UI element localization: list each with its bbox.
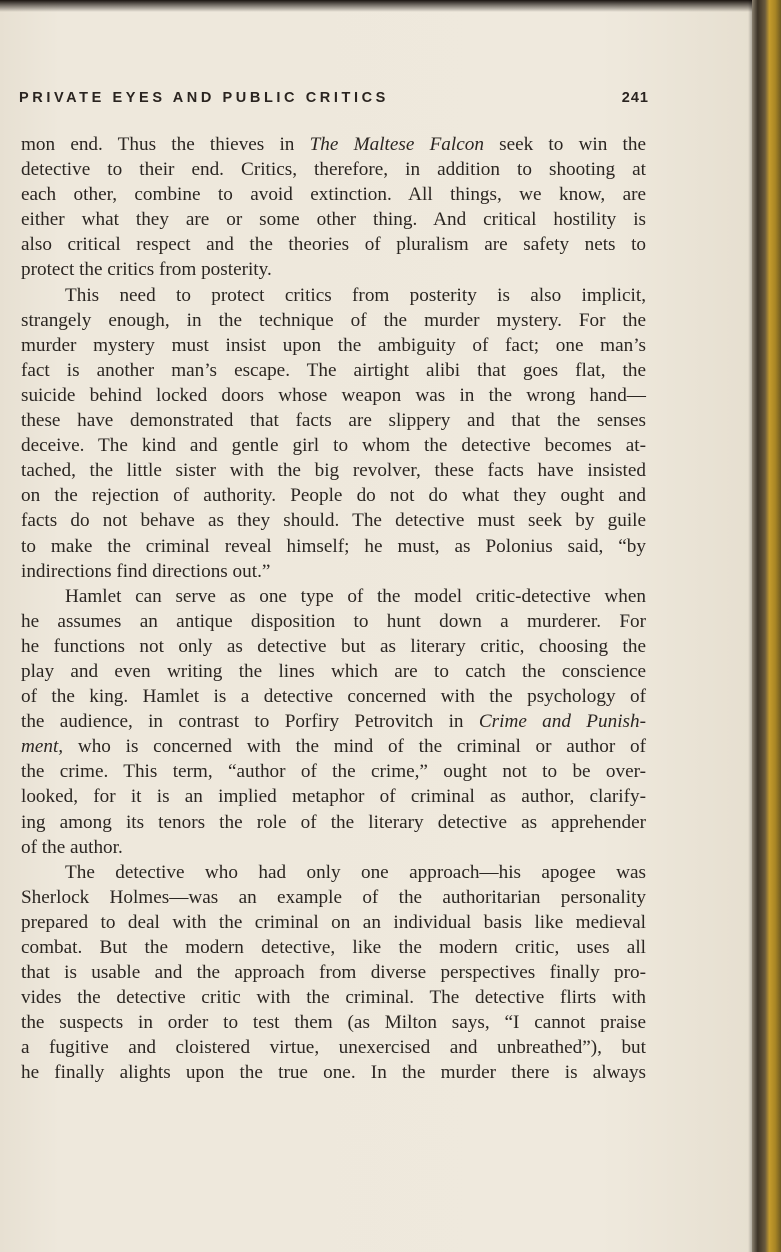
text-line — [21, 609, 646, 634]
text-line — [21, 960, 646, 985]
text-line — [21, 985, 646, 1010]
body-text — [21, 132, 646, 1086]
text-line — [21, 910, 646, 935]
text-segment: detective to their end. Critics, therefore, in addition to shooting at — [21, 159, 646, 181]
text-segment: the crime. This term, “author of the crime,” ought not to be over- — [21, 761, 646, 783]
text-line — [21, 257, 646, 282]
text-segment: the audience, in contrast to Porfiry Petrovitch in — [21, 711, 479, 733]
text-line — [21, 132, 646, 157]
text-segment: indirections find directions out.” — [21, 560, 271, 582]
text-line — [21, 1060, 646, 1085]
text-segment: fact is another man’s escape. The airtight alibi that goes flat, the — [21, 359, 646, 381]
italic-text-segment: Crime and Punish- — [478, 711, 646, 733]
running-head — [19, 90, 649, 110]
text-line — [21, 584, 646, 609]
text-segment: tached, the little sister with the big revolver, these facts have insisted — [21, 460, 646, 482]
text-line — [21, 1010, 646, 1035]
text-line — [21, 885, 646, 910]
text-line — [21, 508, 646, 533]
page-number: 241 — [621, 90, 649, 106]
text-line — [21, 634, 646, 659]
text-line — [21, 709, 646, 734]
text-segment: deceive. The kind and gentle girl to whom the detective becomes at- — [21, 435, 646, 457]
text-line — [21, 810, 646, 835]
text-segment: he assumes an antique disposition to hunt down a murderer. For — [21, 610, 646, 632]
text-segment: each other, combine to avoid extinction. All things, we know, are — [21, 184, 646, 206]
text-line — [21, 935, 646, 960]
text-segment: suicide behind locked doors whose weapon was in the wrong hand— — [21, 384, 646, 406]
text-line — [21, 358, 646, 383]
text-line — [21, 559, 646, 584]
text-segment: facts do not behave as they should. The detective must seek by guile — [21, 510, 646, 532]
text-segment: ing among its tenors the role of the literary detective as apprehender — [21, 811, 646, 833]
text-line — [21, 433, 646, 458]
italic-text-segment: ment, — [21, 736, 64, 758]
text-line — [21, 182, 646, 207]
text-line — [21, 835, 646, 860]
text-line — [21, 1035, 646, 1060]
text-line — [21, 157, 646, 182]
text-line — [21, 684, 646, 709]
text-segment: vides the detective critic with the criminal. The detective flirts with — [21, 987, 646, 1009]
text-segment: Hamlet can serve as one type of the model critic-detective when — [65, 585, 646, 607]
text-segment: on the rejection of authority. People do not do what they ought and — [21, 485, 646, 507]
text-segment: seek to win the — [483, 134, 647, 155]
text-segment: protect the critics from posterity. — [21, 259, 272, 281]
page-top-shadow — [0, 0, 752, 12]
text-segment: prepared to deal with the criminal on an individual basis like medieval — [21, 911, 646, 933]
text-segment: play and even writing the lines which are to catch the conscience — [21, 660, 646, 682]
text-segment: strangely enough, in the technique of the murder mystery. For the — [21, 309, 646, 331]
text-line — [21, 759, 646, 784]
text-line — [21, 534, 646, 559]
text-segment: he finally alights upon the true one. In the murder there is always — [21, 1062, 646, 1084]
text-line — [21, 333, 646, 358]
running-head-title: PRIVATE EYES AND PUBLIC CRITICS — [19, 90, 389, 106]
text-segment: of the author. — [21, 836, 123, 858]
text-segment: who is concerned with the mind of the criminal or author of — [63, 736, 646, 758]
text-segment: Sherlock Holmes—was an example of the authoritarian personality — [21, 886, 646, 908]
text-segment: also critical respect and the theories of pluralism are safety nets to — [21, 234, 646, 256]
text-segment: he functions not only as detective but as literary critic, choosing the — [21, 635, 646, 657]
book-spine — [752, 0, 781, 1252]
text-line — [21, 283, 646, 308]
text-segment: murder mystery must insist upon the ambiguity of fact; one man’s — [21, 334, 646, 356]
text-segment: mon end. Thus the thieves in — [21, 134, 310, 155]
text-segment: a fugitive and cloistered virtue, unexercised and unbreathed”), but — [21, 1037, 646, 1059]
text-segment: This need to protect critics from posterity is also implicit, — [65, 284, 646, 306]
text-line — [21, 458, 646, 483]
text-segment: the suspects in order to test them (as Milton says, “I cannot praise — [21, 1012, 646, 1034]
text-segment: of the king. Hamlet is a detective concerned with the psychology of — [21, 686, 646, 708]
text-segment: combat. But the modern detective, like the modern critic, uses all — [21, 937, 646, 958]
text-line — [21, 483, 646, 508]
text-segment: that is usable and the approach from diverse perspectives finally pro- — [21, 962, 646, 984]
text-line — [21, 207, 646, 232]
text-line — [21, 734, 646, 759]
text-line — [21, 659, 646, 684]
text-segment: to make the criminal reveal himself; he must, as Polonius said, “by — [21, 535, 646, 557]
text-line — [21, 232, 646, 257]
text-segment: either what they are or some other thing. And critical hostility is — [21, 209, 646, 231]
text-line — [21, 308, 646, 333]
text-line — [21, 383, 646, 408]
text-segment: these have demonstrated that facts are slippery and that the senses — [21, 410, 646, 432]
text-line — [21, 860, 646, 885]
text-segment: The detective who had only one approach—his apogee was — [65, 861, 646, 883]
italic-text-segment: The Maltese Falcon — [309, 134, 484, 155]
text-line — [21, 408, 646, 433]
text-segment: looked, for it is an implied metaphor of criminal as author, clarify- — [21, 786, 646, 808]
text-line — [21, 784, 646, 809]
